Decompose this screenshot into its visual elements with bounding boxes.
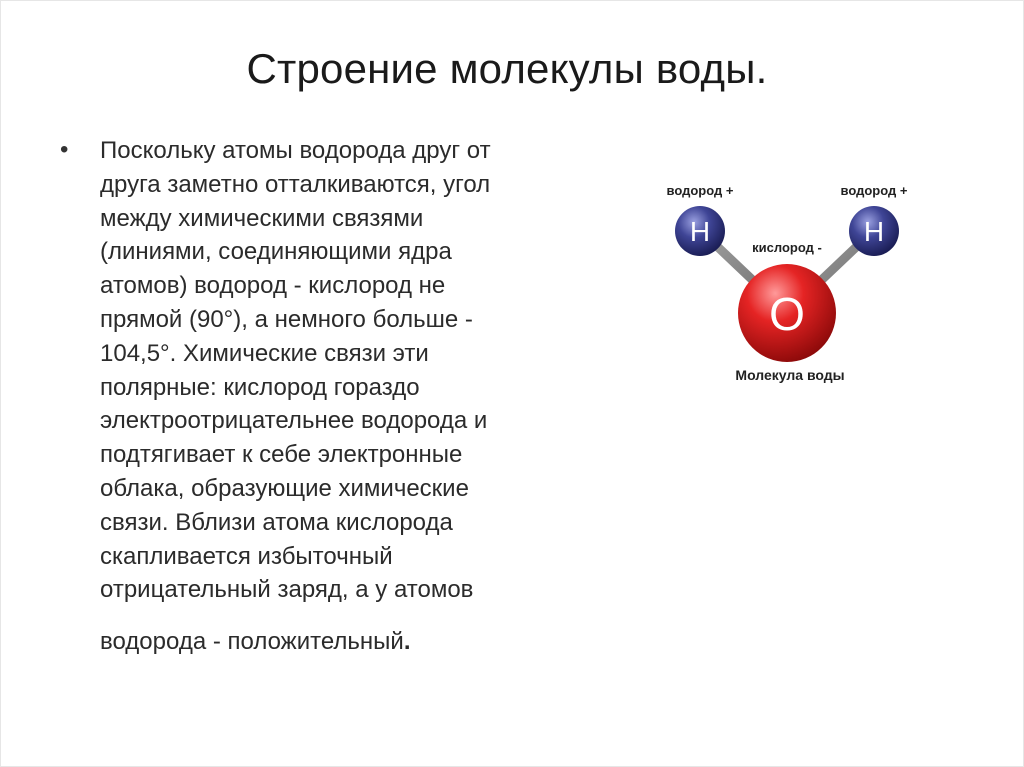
- text-line: 104,5°. Химические связи эти: [100, 339, 429, 367]
- last-line-period: .: [403, 628, 411, 656]
- slide-title: Строение молекулы воды.: [246, 45, 768, 92]
- hydrogen-label-right: водород +: [840, 183, 908, 198]
- text-line: связи. Вблизи атома кислорода: [100, 508, 453, 536]
- text-line: отрицательный заряд, а у атомов: [100, 576, 474, 604]
- oxygen-symbol: O: [769, 288, 805, 340]
- diagram-caption: Молекула воды: [735, 367, 845, 383]
- text-line: друга заметно отталкиваются, угол: [100, 170, 491, 198]
- hydrogen-symbol-left: H: [689, 216, 711, 247]
- text-line: прямой (90°), а немного больше -: [100, 305, 473, 333]
- water-molecule-svg: [640, 170, 930, 400]
- text-line: (линиями, соединяющими ядра: [100, 238, 452, 266]
- last-line-text: водорода - положительный: [100, 628, 404, 656]
- bullet-dot: •: [60, 136, 69, 163]
- oxygen-label: кислород -: [752, 240, 822, 255]
- text-line: атомов) водород - кислород не: [100, 272, 446, 300]
- bullet-text: [100, 134, 580, 659]
- text-line: между химическими связями: [100, 204, 424, 232]
- text-line: полярные: кислород гораздо: [100, 373, 420, 401]
- water-molecule-diagram: [640, 170, 930, 400]
- text-line: Поскольку атомы водорода друг от: [100, 137, 491, 164]
- text-line: подтягивает к себе электронные: [100, 441, 463, 469]
- hydrogen-symbol-right: H: [863, 216, 885, 247]
- text-line: облака, образующие химические: [100, 474, 469, 502]
- text-line-last: [100, 625, 580, 659]
- text-line: скапливается избыточный: [100, 542, 393, 570]
- text-line: электроотрицательнее водорода и: [100, 407, 488, 435]
- hydrogen-label-left: водород +: [666, 183, 734, 198]
